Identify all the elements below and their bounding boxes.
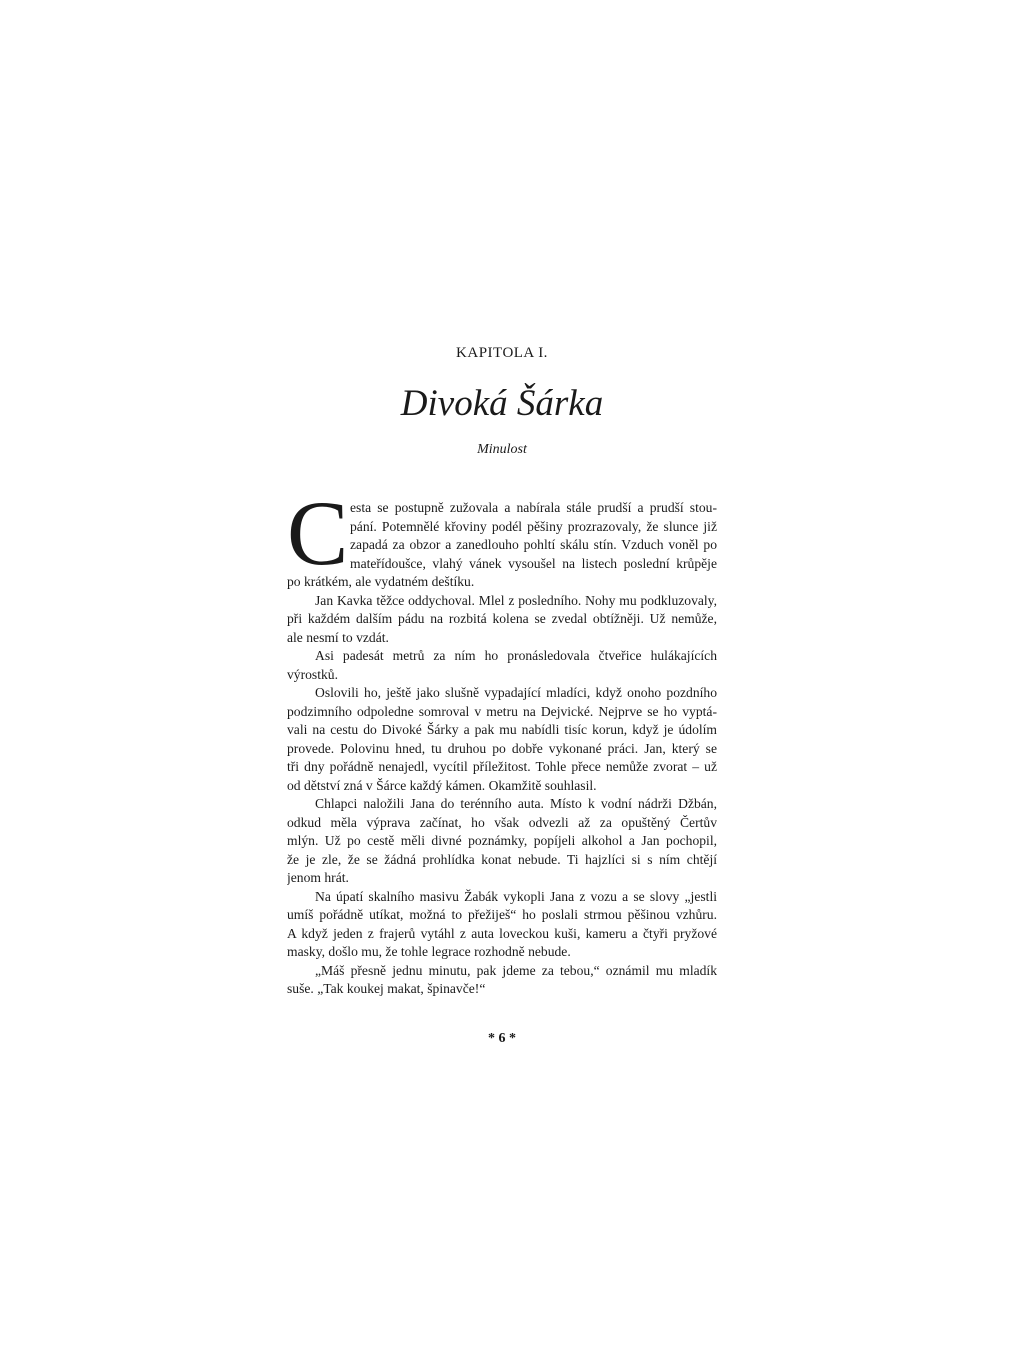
chapter-subtitle: Minulost bbox=[477, 442, 527, 457]
text-line: při každém dalším pádu na rozbitá kolena se zvedal obtížněji. Už nemůže, bbox=[287, 611, 717, 626]
drop-cap: C bbox=[287, 482, 349, 584]
text-line: Chlapci naložili Jana do terénního auta. Místo k vodní nádrži Džbán, bbox=[315, 796, 717, 811]
text-line: Oslovili ho, ještě jako slušně vypadající mladíci, když onoho pozdního bbox=[315, 685, 717, 700]
text-line: A když jeden z frajerů vytáhl z auta loveckou kuši, kameru a čtyři pryžové bbox=[287, 925, 717, 941]
chapter-title: Divoká Šárka bbox=[400, 383, 604, 424]
text-line: jenom hrát. bbox=[287, 870, 349, 885]
text-line: mateřídoušce, vlahý vánek vysoušel na listech poslední krůpěje bbox=[350, 555, 717, 571]
text-line: mlýn. Už po cestě měli divné poznámky, popíjeli alkohol a Jan pochopil, bbox=[287, 833, 717, 848]
text-line: zapadá za obzor a zanedlouho pohltí skálu stín. Vzduch voněl po bbox=[350, 537, 717, 552]
text-line: Na úpatí skalního masivu Žabák vykopli Jana z vozu a se slovy „jestli bbox=[315, 888, 717, 904]
text-line: že je zle, že se žádná prohlídka konat nebude. Ti hajzlíci si s ním chtějí bbox=[287, 851, 717, 867]
text-line: ale nesmí to vzdát. bbox=[287, 629, 389, 645]
text-line: Asi padesát metrů za ním ho pronásledovala čtveřice hulákajících bbox=[315, 648, 717, 663]
text-line: „Máš přesně jednu minutu, pak jdeme za tebou,“ oznámil mu mladík bbox=[315, 962, 717, 978]
text-line: podzimního odpoledne somroval v metru na Dejvické. Nejprve se ho vyptá- bbox=[287, 703, 717, 719]
text-line: umíš pořádně utíkat, možná to přežiješ“ ho poslali strmou pěšinou vzhůru. bbox=[287, 907, 717, 922]
text-line: odkud měla výprava začínat, ho však odvezli až za opuštěný Čertův bbox=[287, 814, 717, 830]
text-line: výrostků. bbox=[287, 666, 338, 682]
text-line: pání. Potemnělé křoviny podél pěšiny prozrazovaly, že slunce již bbox=[350, 518, 717, 534]
book-page bbox=[287, 0, 717, 1365]
text-line: provede. Polovinu hned, tu druhou po dobře vykonané práci. Jan, který se bbox=[287, 740, 717, 756]
text-line: suše. „Tak koukej makat, špinavče!“ bbox=[287, 981, 486, 996]
text-line: od dětství zná v Šárce každý kámen. Okamžitě souhlasil. bbox=[287, 777, 597, 793]
text-line: masky, došlo mu, že tohle legrace rozhodně nebude. bbox=[287, 944, 571, 959]
chapter-label: KAPITOLA I. bbox=[456, 345, 548, 361]
text-line: tři dny pořádně nenajedl, vycítil příležitost. Tohle přece nemůže zvorat – už bbox=[287, 759, 717, 774]
text-line: esta se postupně zužovala a nabírala stále prudší a prudší stou- bbox=[350, 500, 717, 515]
text-line: po krátkém, ale vydatném deštíku. bbox=[287, 574, 475, 589]
body-text bbox=[287, 499, 717, 999]
text-line: vali na cestu do Divoké Šárky a pak mu nabídli tisíc korun, když je údolím bbox=[287, 722, 717, 737]
page-number: * 6 * bbox=[488, 1031, 516, 1046]
text-line: Jan Kavka těžce oddychoval. Mlel z posledního. Nohy mu podkluzovaly, bbox=[315, 592, 717, 608]
